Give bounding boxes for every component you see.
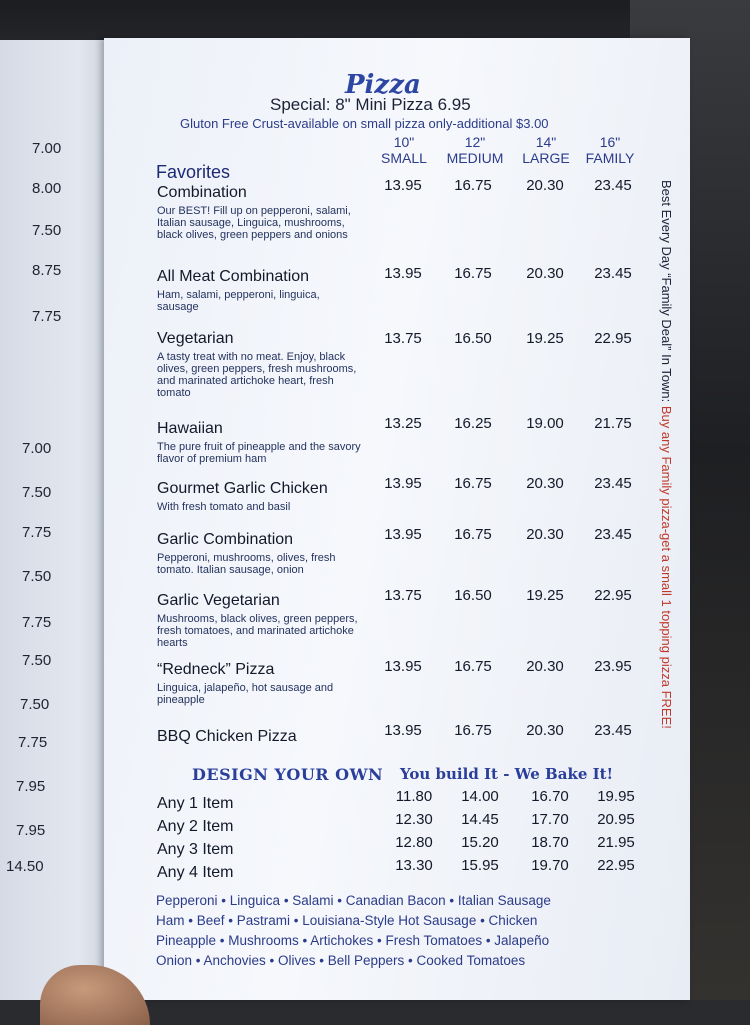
- pizza-price: 16.75: [454, 265, 492, 282]
- left-price: 7.50: [20, 696, 50, 713]
- size-inch: 16": [599, 134, 621, 150]
- size-header-small: [374, 134, 434, 166]
- pizza-price: 13.95: [384, 265, 422, 282]
- left-price: 7.50: [32, 222, 62, 239]
- left-price: 7.50: [22, 484, 52, 501]
- dyo-price: 13.30: [395, 857, 433, 874]
- left-price: 8.75: [32, 262, 62, 279]
- size-header-large: [516, 134, 576, 166]
- pizza-name: “Redneck” Pizza: [157, 661, 275, 678]
- left-price: 7.75: [32, 308, 62, 325]
- pizza-name: Vegetarian: [157, 330, 234, 347]
- pizza-price: 13.95: [384, 475, 422, 492]
- pizza-name: Hawaiian: [157, 420, 223, 437]
- size-inch: 12": [464, 134, 486, 150]
- pizza-price: 16.50: [454, 330, 492, 347]
- pizza-name: Garlic Combination: [157, 531, 294, 548]
- pizza-description: Linguica, jalapeño, hot sausage and pineapple: [157, 682, 334, 706]
- dyo-price: 15.20: [461, 834, 499, 851]
- pizza-price: 16.50: [454, 587, 492, 604]
- left-price: 8.00: [32, 180, 62, 197]
- left-price: 7.50: [22, 568, 52, 585]
- size-name: SMALL: [381, 150, 427, 166]
- pizza-price: 13.95: [384, 658, 422, 675]
- dyo-price: 11.80: [395, 788, 433, 805]
- pizza-price: 20.30: [526, 658, 564, 675]
- size-name: FAMILY: [585, 150, 635, 166]
- pizza-description: The pure fruit of pineapple and the savory flavor of premium ham: [157, 441, 361, 465]
- left-price: 7.00: [22, 440, 52, 457]
- toppings-line: Pineapple • Mushrooms • Artichokes • Fresh Tomatoes • Jalapeño: [156, 933, 550, 948]
- dyo-price: 17.70: [531, 811, 569, 828]
- pizza-name: All Meat Combination: [157, 268, 310, 285]
- pizza-price: 19.25: [526, 330, 564, 347]
- family-deal-promo: Buy any Family pizza-get a small 1 topping pizza FREE!: [659, 405, 674, 729]
- pizza-name: Combination: [157, 184, 247, 201]
- pizza-price: 20.30: [526, 475, 564, 492]
- pizza-price: 13.25: [384, 415, 422, 432]
- dyo-item-name: Any 1 Item: [157, 795, 234, 812]
- gluten-free-note: Gluton Free Crust-available on small pizza only-additional $3.00: [180, 116, 549, 131]
- toppings-line: Ham • Beef • Pastrami • Louisiana-Style Hot Sausage • Chicken: [156, 913, 538, 928]
- pizza-price: 13.75: [384, 330, 422, 347]
- pizza-name: Garlic Vegetarian: [157, 592, 280, 609]
- left-price: 7.75: [22, 524, 52, 541]
- dyo-price: 15.95: [461, 857, 499, 874]
- pizza-price: 16.25: [454, 415, 492, 432]
- toppings-line: Onion • Anchovies • Olives • Bell Peppers • Cooked Tomatoes: [156, 953, 526, 968]
- dyo-price: 19.95: [597, 788, 635, 805]
- dyo-price: 16.70: [531, 788, 569, 805]
- pizza-price: 21.75: [594, 415, 632, 432]
- pizza-price: 13.95: [384, 526, 422, 543]
- dyo-item-name: Any 4 Item: [157, 864, 234, 881]
- dyo-item-name: Any 2 Item: [157, 818, 234, 835]
- family-deal-text: Best Every Day “Family Deal” In Town:: [659, 180, 674, 406]
- pizza-price: 20.30: [526, 177, 564, 194]
- size-header-medium: [440, 134, 510, 166]
- pizza-description: Ham, salami, pepperoni, linguica, sausage: [157, 289, 320, 313]
- pizza-price: 23.45: [594, 265, 632, 282]
- pizza-price: 13.95: [384, 177, 422, 194]
- dyo-price: 22.95: [597, 857, 635, 874]
- pizza-price: 19.25: [526, 587, 564, 604]
- pizza-price: 20.30: [526, 722, 564, 739]
- dyo-price: 19.70: [531, 857, 569, 874]
- pizza-price: 20.30: [526, 526, 564, 543]
- dyo-price: 18.70: [531, 834, 569, 851]
- pizza-name: Gourmet Garlic Chicken: [157, 480, 328, 497]
- pizza-price: 23.45: [594, 526, 632, 543]
- pizza-price: 22.95: [594, 587, 632, 604]
- size-header-family: [580, 134, 640, 166]
- left-price: 7.95: [16, 822, 46, 839]
- pizza-price: 16.75: [454, 526, 492, 543]
- pizza-name: BBQ Chicken Pizza: [157, 728, 297, 745]
- pizza-price: 23.45: [594, 177, 632, 194]
- toppings-line: Pepperoni • Linguica • Salami • Canadian Bacon • Italian Sausage: [156, 893, 551, 908]
- pizza-price: 16.75: [454, 722, 492, 739]
- left-price: 7.00: [32, 140, 62, 157]
- dyo-price: 21.95: [597, 834, 635, 851]
- dyo-item-name: Any 3 Item: [157, 841, 234, 858]
- size-inch: 14": [535, 134, 557, 150]
- pizza-description: A tasty treat with no meat. Enjoy, black olives, green peppers, fresh mushrooms, and marinated artichoke heart, fresh tomato: [157, 351, 357, 399]
- design-your-own-subtitle: You build It - We Bake It!: [400, 765, 614, 783]
- pizza-price: 22.95: [594, 330, 632, 347]
- pizza-price: 20.30: [526, 265, 564, 282]
- pizza-price: 23.95: [594, 658, 632, 675]
- pizza-description: With fresh tomato and basil: [157, 501, 291, 513]
- dyo-price: 12.30: [395, 811, 433, 828]
- size-name: LARGE: [522, 150, 570, 166]
- left-price: 14.50: [6, 858, 44, 875]
- left-price: 7.95: [16, 778, 46, 795]
- pizza-price: 16.75: [454, 177, 492, 194]
- special-offer: Special: 8" Mini Pizza 6.95: [270, 95, 471, 114]
- left-price: 7.75: [22, 614, 52, 631]
- pizza-price: 19.00: [526, 415, 564, 432]
- menu-title: Pizza: [345, 70, 421, 100]
- design-your-own-heading: DESIGN YOUR OWN: [192, 765, 384, 784]
- favorites-heading: Favorites: [156, 162, 231, 182]
- pizza-description: Pepperoni, mushrooms, olives, fresh tomato. Italian sausage, onion: [157, 552, 336, 576]
- size-name: MEDIUM: [446, 150, 504, 166]
- pizza-price: 23.45: [594, 722, 632, 739]
- family-deal-note: [656, 180, 676, 860]
- dyo-price: 20.95: [597, 811, 635, 828]
- left-price: 7.50: [22, 652, 52, 669]
- pizza-price: 16.75: [454, 658, 492, 675]
- dyo-price: 14.45: [461, 811, 499, 828]
- pizza-price: 13.95: [384, 722, 422, 739]
- pizza-price: 13.75: [384, 587, 422, 604]
- dyo-price: 12.80: [395, 834, 433, 851]
- dyo-price: 14.00: [461, 788, 499, 805]
- pizza-description: Our BEST! Fill up on pepperoni, salami, Italian sausage, Linguica, mushrooms, black olives, green peppers and onions: [157, 205, 351, 241]
- size-inch: 10": [393, 134, 415, 150]
- pizza-price: 16.75: [454, 475, 492, 492]
- pizza-description: Mushrooms, black olives, green peppers, fresh tomatoes, and marinated artichoke hearts: [157, 613, 358, 649]
- pizza-price: 23.45: [594, 475, 632, 492]
- left-price: 7.75: [18, 734, 48, 751]
